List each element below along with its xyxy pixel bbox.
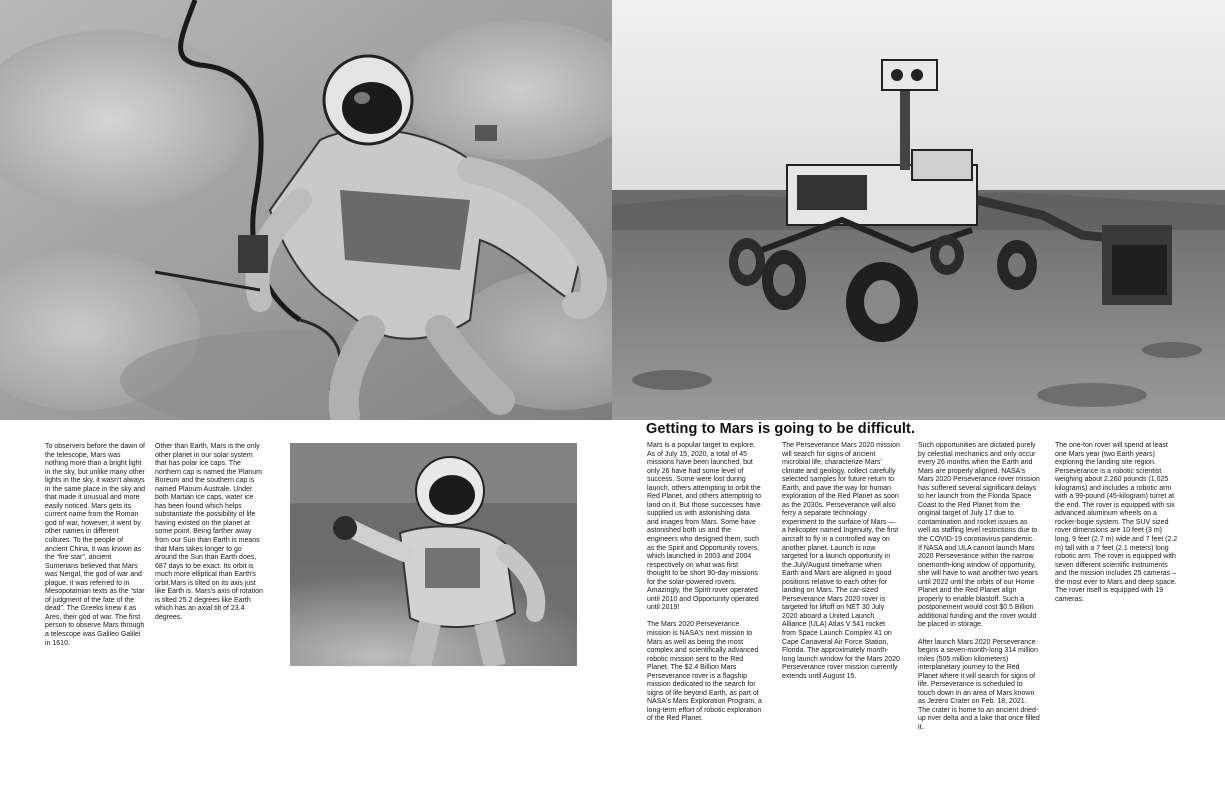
paragraph: The one-ton rover will spend at least one Mars year (two Earth years) exploring the landing site region. Perseverance is a robotic scientist weighing about 2,260 pounds (1,025 kilograms) and includes a robotic arm with a 99-pound (45-kilogram) turret at the end. The rover is equipped with six advanced aluminum wheels on a rocker-bogie system. The SUV sized rover dimensions are 10 feet (3 m) long, 9 feet (2.7 m) wide and 7 feet (2.2 m) tall with a 7 feet (2.1 meters) long robotic arm. The rover is equipped with seven different scientific instruments and the mission includes 25 cameras – the most ever to Mars and deep space. The rover itself is equipped with 19 cameras.: [1055, 442, 1178, 603]
astronaut-waving-illustration: [290, 443, 577, 666]
paragraph: The Mars 2020 Perseverance mission is NASA's next mission to Mars as well as being the most complex and scientifically advanced robotic mission sent to the Red Planet. The $2.4 Billion Mars Perseverance rover is a flagship mission dedicated to the search for signs of life beyond Earth, as part of NASA's Mars Exploration Program, a long-term effort of robotic exploration of the Red Planet.: [647, 621, 762, 723]
mars-rover-photo: [612, 0, 1225, 420]
article-column-4: [782, 442, 900, 681]
article-headline: Getting to Mars is going to be difficult.: [646, 421, 916, 437]
astronaut-spacewalk-photo: [0, 0, 612, 420]
paragraph: The Perseverance Mars 2020 mission will search for signs of ancient microbial life, characterize Mars' climate and geology, collect carefully selected samples for future return to Earth, and pave the way for human exploration of the Red Planet as soon as the 2030s. Perseverance will also ferry a separate technology experiment to the surface of Mars — a helicopter named Ingenuity, the first aircraft to fly in a controlled way on another planet. Launch is now targeted for a launch opportunity in the July/August timeframe when Earth and Mars are aligned in good positions relative to each other for landing on Mars. The car-sized Perseverance Mars 2020 rover is targeted for liftoff on NET 30 July 2020 aboard a United Launch Alliance (ULA) Atlas V 541 rocket from Space Launch Complex 41 on Cape Canaveral Air Force Station, Florida. The approximately month-long launch window for the Mars 2020 Perseverance rover mission currently extends until August 15.: [782, 442, 900, 680]
paragraph: To observers before the dawn of the telescope, Mars was nothing more than a bright light in the sky, but unlike many other lights in the sky, it wasn't always in the same place in the sky and that made it unusual and more easily noticed. Mars gets its current name from the Roman god of war, however, it went by other names in different cultures. To the people of ancient China, it was known as the “fire star”, ancient Sumerians believed that Mars was Nergal, the god of war and plague, it was referred to in Mesopotamian texts as the “star of judgment of the fate of the dead”. The Greeks knew it as Ares, their god of war. The first person to observe Mars through a telescope was Galileo Galilei in 1610.: [45, 443, 146, 647]
mars-rover-illustration: [612, 0, 1225, 420]
paragraph: Such opportunities are dictated purely by celestial mechanics and only occur every 26 months when the Earth and Mars are properly aligned. NASA's Mars 2020 Perseverance rover mission has suffered several significant delays to her launch from the Florida Space Coast to the Red Planet from the original target of July 17 due to contamination and rocket issues as well as staffing level restrictions due to the COVID-19 coronavirus pandemic. If NASA and ULA cannot launch Mars 2020 Perseverance within the narrow onemonth-long window of opportunity, she will have to wait another two years until 2022 until the orbits of our Home Planet and the Red Planet align properly to enable blastoff. Such a postponement would cost $0.5 Billion additional funding and the rover would be placed in storage.: [918, 442, 1040, 629]
astronaut-spacewalk-illustration: [0, 0, 612, 420]
article-column-6: [1055, 442, 1179, 604]
paragraph: Other than Earth, Mars is the only other planet in our solar system that has polar ice caps. The northern cap is named the Planum Boreum and the southern cap is named Planum Australe. Under both Martian ice caps, water ice has been found which helps substantiate the possibility of life having existed on the planet at some point. Being farther away from our Sun than Earth is means that Mars takes longer to go around the Sun than Earth does, 687 days to be exact. Its orbit is much more elliptical than Earth's orbit.Mars is tilted on its axis just like Earth is. Mars's axis of rotation is tilted 25.2 degrees like Earth which has an axial tilt of 23.4 degrees.: [155, 443, 263, 621]
article-column-3: [647, 442, 762, 724]
article-column-5: [918, 442, 1040, 733]
paragraph: After launch Mars 2020 Perseverance begins a seven-month-long 314 million miles (505 million kilometers) interplanetary journey to the Red Planet where it will search for signs of life. Perseverance is scheduled to touch down in an area of Mars known as Jezero Crater on Feb. 18, 2021. The crater is home to an ancient dried-up river delta and a lake that once filled it.: [918, 638, 1040, 731]
astronaut-waving-photo: [290, 443, 577, 666]
article-column-2: [155, 443, 265, 622]
paragraph: Mars is a popular target to explore. As of July 15, 2020, a total of 45 missions have been launched, but only 26 have had some level of success. Some were lost during launch, others attempting to orbit the Red Planet, and others attempting to land on it. But those successes have supplied us with astonishing data and images from Mars. Some have astonished both us and the engineers who designed them, such as the Spirit and Opportunity rovers, which launched in 2003 and 2004 respectively on what was first thought to be short 90-day missions for the solar-powered rovers. Amazingly, the Spirit rover operated until 2010 and Opportunity operated until 2019!: [647, 442, 762, 612]
article-column-1: [45, 443, 145, 648]
